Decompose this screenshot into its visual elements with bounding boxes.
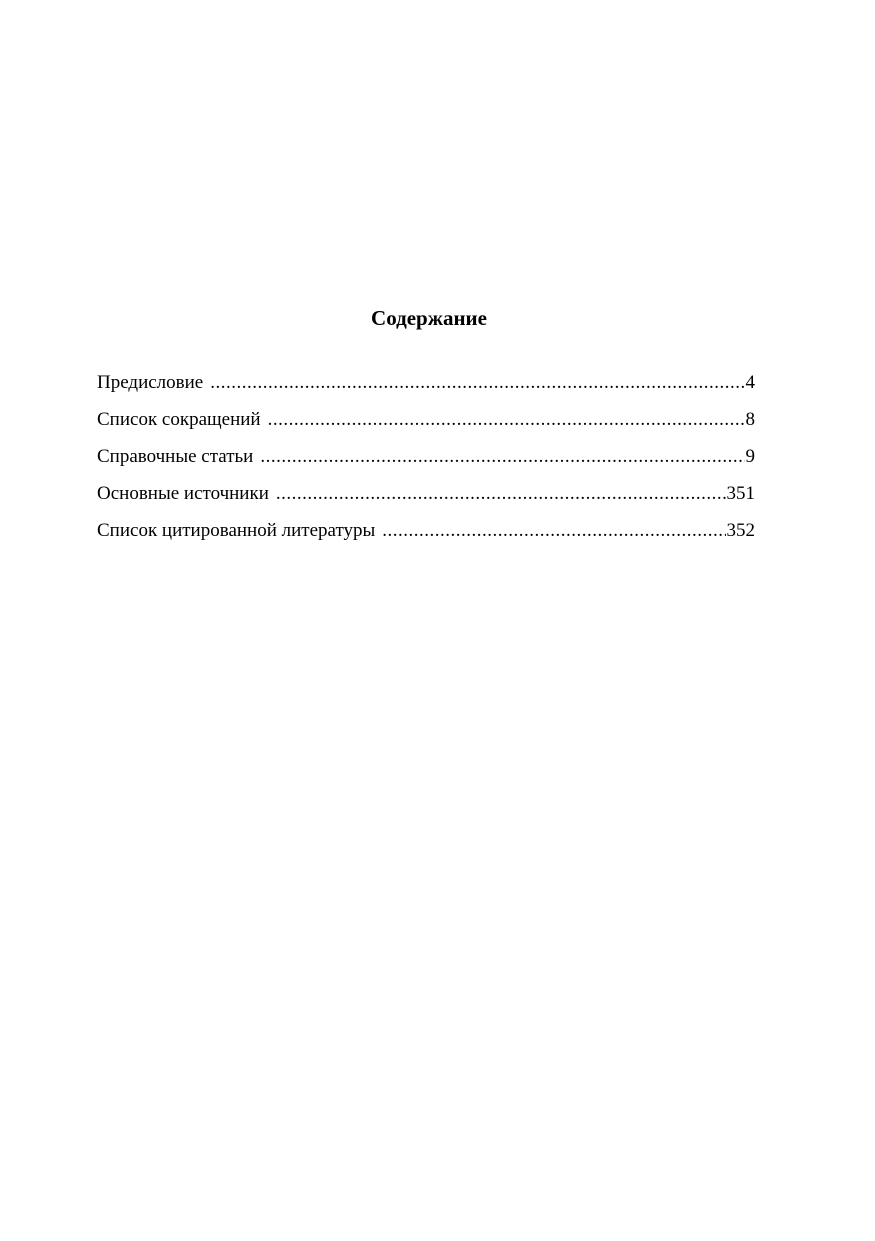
toc-page-number: 351 bbox=[726, 483, 755, 504]
toc-dot-leader bbox=[210, 369, 744, 396]
toc-entry-label: Справочные статьи bbox=[97, 446, 254, 467]
toc-dot-leader bbox=[276, 480, 726, 507]
toc-entry-label: Список сокращений bbox=[97, 409, 261, 430]
toc-page-number: 8 bbox=[745, 409, 755, 430]
table-of-contents bbox=[97, 369, 755, 554]
toc-entry-label: Предисловие bbox=[97, 372, 204, 393]
toc-entry-label: Список цитированной литературы bbox=[97, 520, 376, 541]
toc-page-number: 352 bbox=[726, 520, 755, 541]
toc-entry-label: Основные источники bbox=[97, 483, 269, 504]
toc-entry-reference-articles bbox=[97, 443, 755, 480]
toc-page-number: 4 bbox=[745, 372, 755, 393]
toc-dot-leader bbox=[268, 406, 745, 433]
toc-dot-leader bbox=[260, 443, 744, 470]
page-title: Содержание bbox=[371, 306, 487, 330]
toc-entry-main-sources bbox=[97, 480, 755, 517]
toc-entry-preface bbox=[97, 369, 755, 406]
toc-entry-cited-literature bbox=[97, 517, 755, 554]
toc-page-number: 9 bbox=[745, 446, 755, 467]
toc-entry-abbreviations bbox=[97, 406, 755, 443]
toc-dot-leader bbox=[382, 517, 725, 544]
